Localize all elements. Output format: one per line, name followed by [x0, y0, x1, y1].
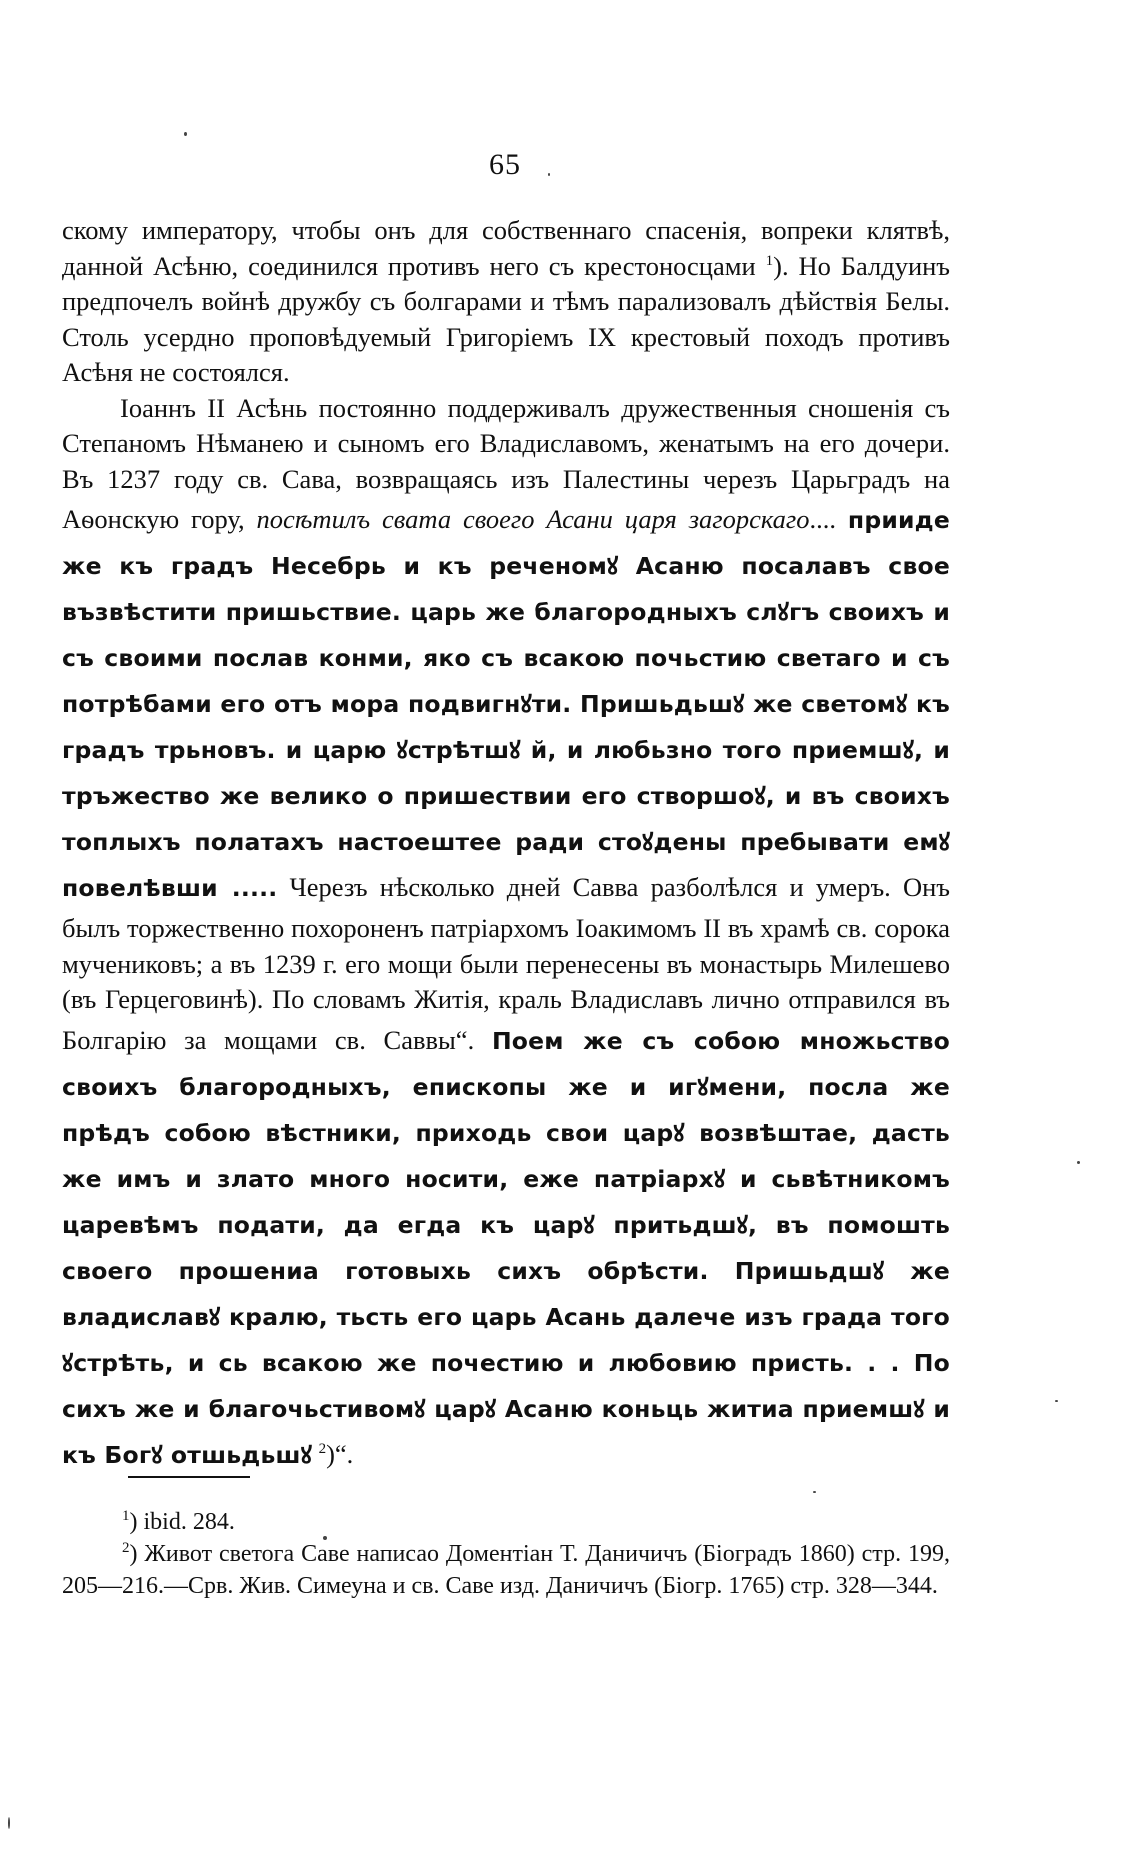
scan-speck: [813, 1491, 816, 1493]
page-number: 65: [489, 148, 521, 181]
footnote-1-mark: 1: [122, 1508, 130, 1524]
body-text: [62, 213, 950, 1478]
scan-speck: [1055, 1400, 1058, 1402]
old-slavonic-quote-1: прииде же къ градъ Несебрь и къ реченомꙋ Асаню посалавъ свое възвѣстити пришьствие. царь же благородныхъ слꙋгъ своихъ и съ своими послав конми, яко съ всакою почьстию светаго и съ потрѣбами его отъ мора подвигнꙋти. Пришьдьшꙋ же светомꙋ къ градъ трьновъ. и царю ꙋстрѣтшꙋ й, и любьзно того приемшꙋ, и тръжество же велико о пришествии его створшоꙋ, и въ своихъ топлыхъ полатахъ настоештее ради стоꙋдены пребывати емꙋ повелѣвши .....: [62, 506, 950, 902]
paragraph-2-tail: Черезъ нѣсколько дней Савва разболѣлся и умеръ. Онъ былъ торжественно похороненъ патріархомъ Іоакимомъ II въ храмѣ св. сорока мучениковъ; а въ 1239 г. его мощи были перенесены въ монастырь Милешево (въ Герцеговинѣ). По словамъ Житія, краль Владиславъ лично отправился въ Болгарію за мощами св. Саввы“.: [62, 872, 950, 1055]
paragraph-2-dots: ....: [809, 504, 836, 534]
scan-speck: [548, 173, 550, 176]
footnote-2-text: ) Живот светога Саве написао Доментіан Т. Даничичъ (Біоградъ 1860) стр. 199, 205—216.—Срв. Жив. Симеуна и св. Саве изд. Даничичъ (Біогр. 1765) стр. 328—344.: [62, 1541, 950, 1599]
old-slavonic-quote-2: Поем же съ собою множьство своихъ благородныхъ, епископы же и игꙋмени, посла же прѣдъ собою вѣстники, приходь свои царꙋ возвѣштае, дасть же имъ и злато много носити, еже патріархꙋ и сьвѣтникомъ царевѣмъ подати, да егда къ царꙋ притьдшꙋ, въ помошть своего прошениа готовыхь сихъ обрѣсти. Пришьдшꙋ же владиславꙋ кралю, тьсть его царь Асань далече изъ града того ꙋстрѣть, и сь всакою же почестию и любовию присть. . . По сихъ же и благочьстивомꙋ царꙋ Асаню коньць житиа приемшꙋ и къ Богꙋ отшьдьшꙋ: [62, 1026, 950, 1469]
footnote-2-mark: 2: [122, 1540, 130, 1556]
scan-speck: [323, 1536, 327, 1540]
footnote-ref-2: 2: [318, 1440, 327, 1457]
footnote-1: [62, 1506, 950, 1538]
footnote-1-text: ) ibid. 284.: [129, 1509, 235, 1535]
paragraph-2-close: )“.: [326, 1438, 354, 1469]
footnote-2: [62, 1538, 950, 1602]
footnotes: [62, 1506, 950, 1602]
paragraph-1-text: скому императору, чтобы онъ для собственнаго спасенія, вопреки клятвѣ, данной Асѣню, соединился противъ него съ крестоносцами: [62, 215, 950, 281]
paragraph-1: [62, 213, 950, 391]
scan-speck: [184, 132, 187, 136]
scan-speck: [8, 1817, 10, 1829]
paragraph-2-text: Іоаннъ II Асѣнь постоянно поддерживалъ дружественныя сношенія съ Степаномъ Нѣманею и сыномъ его Владиславомъ, женатымъ на его дочери. Въ 1237 году св. Сава, возвращаясь изъ Палестины черезъ Царьградъ на Аѳонскую гору,: [62, 392, 950, 534]
paragraph-2: [62, 391, 950, 1478]
scan-speck: [1077, 1161, 1080, 1164]
paragraph-2-italic: посѣтилъ свата своего Асани царя загорскаго: [256, 504, 810, 534]
paragraph-1-rest: ). Но Балдуинъ предпочелъ войнѣ дружбу съ болгарами и тѣмъ парализовалъ дѣйствія Белы. Столь усердно проповѣдуемый Григоріемъ IX крестовый походъ противъ Асѣня не состоялся.: [62, 250, 951, 387]
footnote-ref-1: 1: [765, 252, 774, 269]
footnote-divider: [128, 1476, 250, 1478]
